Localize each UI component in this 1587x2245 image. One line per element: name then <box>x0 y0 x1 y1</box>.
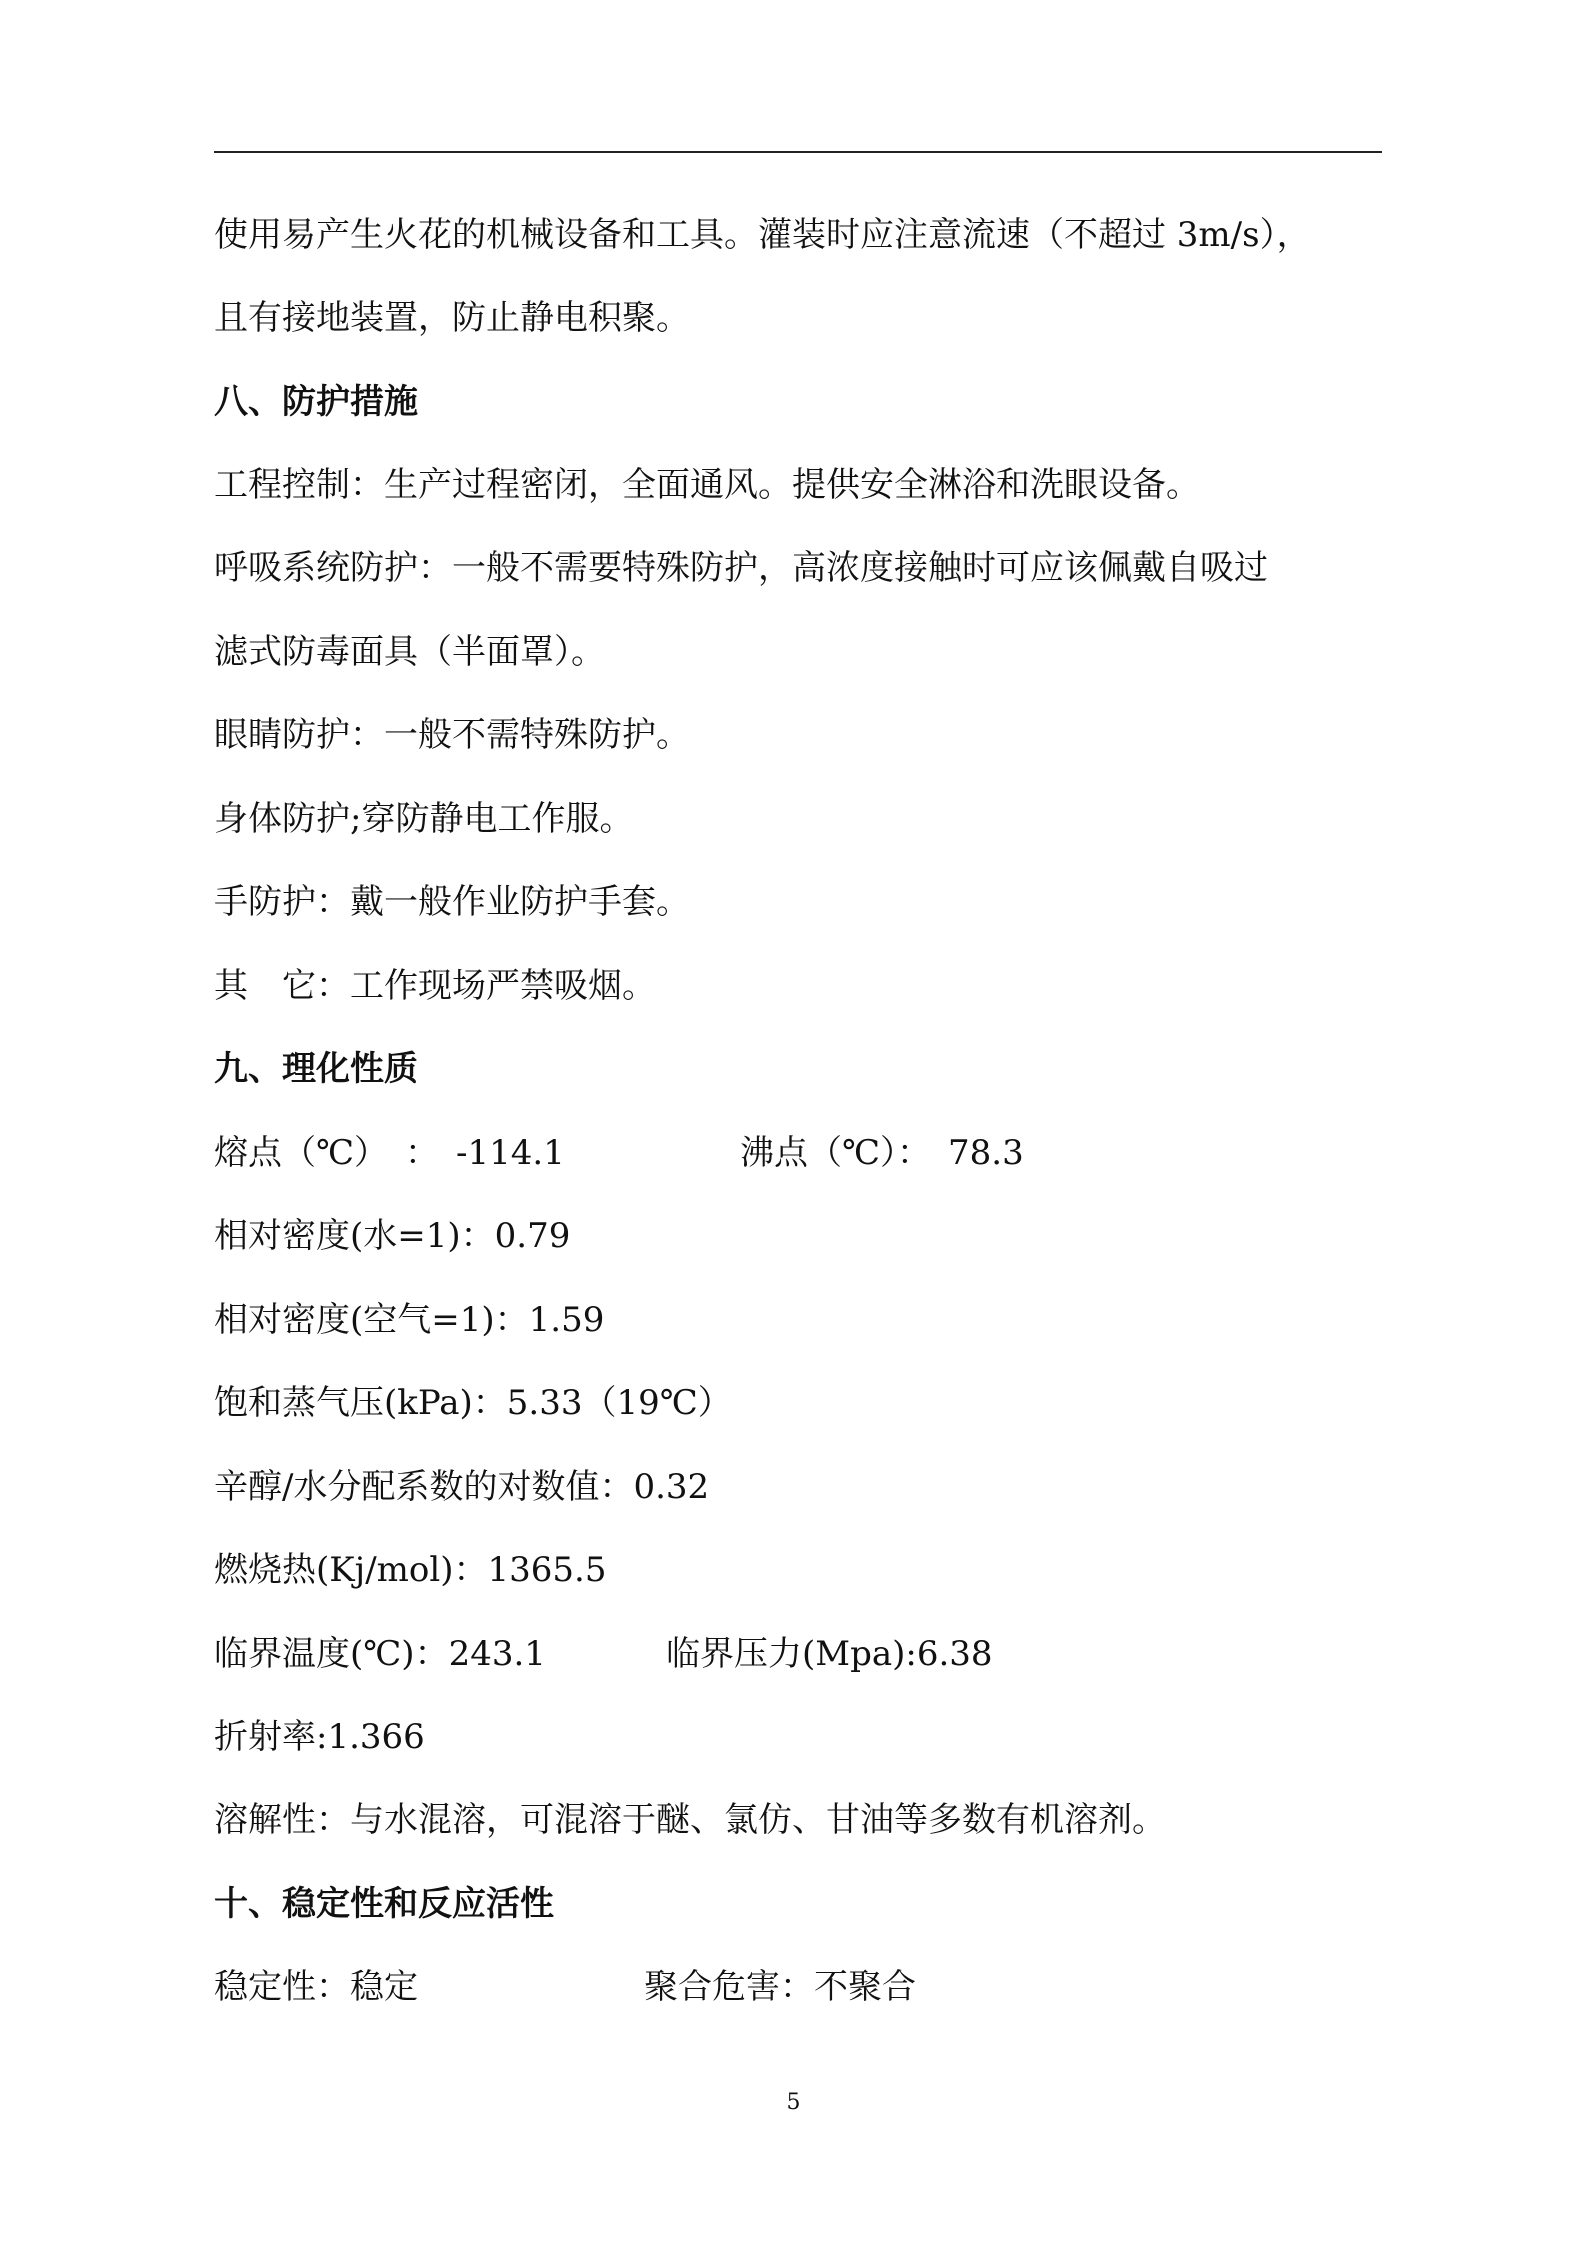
boiling-point: 沸点（℃）： 78.3 <box>740 1133 1024 1173</box>
polymerization-hazard: 聚合危害：不聚合 <box>644 1967 916 2007</box>
text-line <box>214 1632 993 1676</box>
text-line: 使用易产生火花的机械设备和工具。灌装时应注意流速（不超过 3m/s）， <box>214 215 1311 255</box>
section-heading: 八、防护措施 <box>214 382 418 422</box>
section-heading: 九、理化性质 <box>214 1049 418 1089</box>
header-rule <box>214 151 1382 153</box>
section-heading: 十、稳定性和反应活性 <box>214 1884 554 1924</box>
text-line: 溶解性：与水混溶，可混溶于醚、氯仿、甘油等多数有机溶剂。 <box>214 1800 1166 1840</box>
text-line: 手防护：戴一般作业防护手套。 <box>214 882 690 922</box>
text-line <box>214 1131 1024 1175</box>
text-line: 滤式防毒面具（半面罩）。 <box>214 632 605 672</box>
text-line: 身体防护;穿防静电工作服。 <box>214 799 634 839</box>
stability: 稳定性：稳定 <box>214 1967 418 2007</box>
text-line: 且有接地装置，防止静电积聚。 <box>214 298 690 338</box>
text-line <box>214 1965 916 2009</box>
text-line: 相对密度(水=1)：0.79 <box>214 1216 571 1256</box>
text-line: 眼睛防护：一般不需特殊防护。 <box>214 715 690 755</box>
text-line: 辛醇/水分配系数的对数值：0.32 <box>214 1467 710 1507</box>
text-line: 折射率:1.366 <box>214 1717 425 1757</box>
critical-pressure: 临界压力(Mpa):6.38 <box>666 1634 993 1674</box>
text-line: 其 它：工作现场严禁吸烟。 <box>214 966 656 1006</box>
critical-temperature: 临界温度(℃)：243.1 <box>214 1634 546 1674</box>
melting-point: 熔点（℃） ： -114.1 <box>214 1133 565 1173</box>
text-line: 燃烧热(Kj/mol)：1365.5 <box>214 1550 607 1590</box>
text-line: 饱和蒸气压(kPa)：5.33（19℃） <box>214 1383 732 1423</box>
text-line: 呼吸系统防护：一般不需要特殊防护，高浓度接触时可应该佩戴自吸过 <box>214 548 1268 588</box>
text-line: 相对密度(空气=1)：1.59 <box>214 1300 605 1340</box>
text-line: 工程控制：生产过程密闭，全面通风。提供安全淋浴和洗眼设备。 <box>214 465 1200 505</box>
page-number: 5 <box>786 2090 801 2115</box>
